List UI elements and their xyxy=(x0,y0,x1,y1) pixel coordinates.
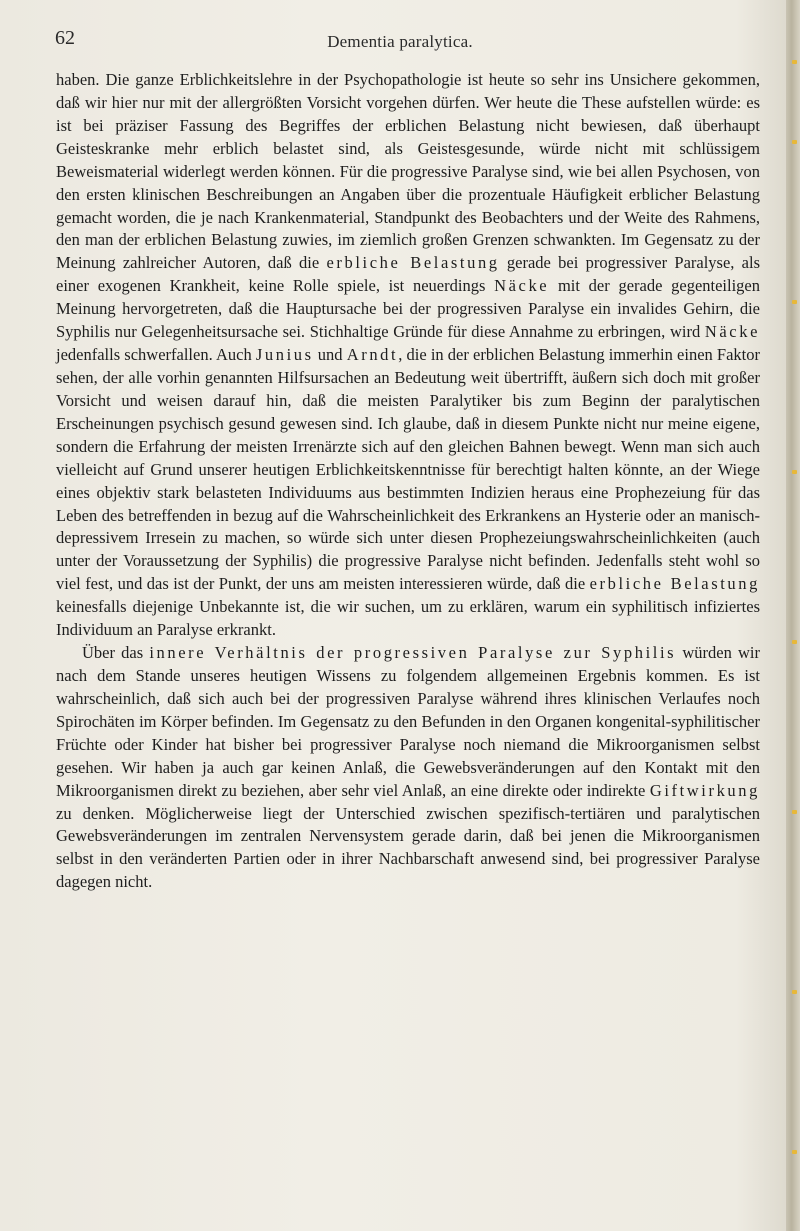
page-edge-marks xyxy=(788,0,798,1231)
paragraph: haben. Die ganze Erblichkeitslehre in der Psychopathologie ist heute so sehr ins Unsichere gekommen, daß wir hier nur mit der allergrößten Vorsicht vorgehen dürfen. Wer heute die These aufstellen würde: es ist bei präziser Fassung des Begriffes der erblichen Belastung nicht bewiesen, daß überhaupt Geisteskranke mehr erblich belastet sind, als Geistesgesunde, würde nicht mit schlüssigem Beweismaterial widerlegt werden können. Für die progressive Paralyse sind, wie bei allen Psychosen, von den ersten klinischen Beschreibungen an Angaben über die prozentuale Häufigkeit erblicher Belastung gemacht worden, die je nach Krankenmaterial, Standpunkt des Beobachters und der Weite des Rahmens, den man der erblichen Belastung zuwies, im ziemlich großen Grenzen schwankten. Im Gegensatz zu der Meinung zahlreicher Autoren, daß die erbliche Belastung gerade bei progressiver Paralyse, als einer exogenen Krankheit, keine Rolle spiele, ist neuerdings Näcke mit der gerade gegenteiligen Meinung hervorgetreten, daß die Hauptursache bei der progressiven Paralyse ein invalides Gehirn, die Syphilis nur Gelegenheitsursache sei. Stichhaltige Gründe für diese Annahme zu erbringen, wird Näcke jedenfalls schwerfallen. Auch Junius und Arndt, die in der erblichen Belastung immerhin einen Faktor sehen, der alle vorhin genannten Hilfsursachen an Bedeutung weit übertrifft, äußern sich doch mit großer Vorsicht und weisen darauf hin, daß die meisten Paralytiker bis zum Beginn der paralytischen Erscheinungen psychisch gesund gewesen sind. Ich glaube, daß in diesem Punkte nicht nur meine eigene, sondern die Erfahrung der meisten Irrenärzte sich auf den gleichen Bahnen bewegt. Wenn man sich auch vielleicht auf Grund unserer heutigen Erblichkeitskenntnisse für berechtigt halten könnte, an der Wiege eines objektiv stark belasteten Individuums aus bestimmten Indizien heraus eine Prophezeiung für das Leben des betreffenden in bezug auf die Wahrscheinlichkeit des Erkrankens an Hysterie oder an manisch-depressivem Irresein zu machen, so würde sich unter diesen Prophezeiungswahrscheinlichkeiten (auch unter der Voraussetzung der Syphilis) die progressive Paralyse nicht befinden. Jedenfalls steht wohl so viel fest, und das ist der Punkt, der uns am meisten interessieren würde, daß die erbliche Belastung keinesfalls diejenige Unbekannte ist, die wir suchen, um zu erklären, warum ein syphilitisch infiziertes Individuum an Paralyse erkrankt. xyxy=(56,70,761,640)
paragraph: Über das innere Verhältnis der progressiven Paralyse zur Syphilis würden wir nach dem Stande unseres heutigen Wissens zu folgendem allgemeinen Ergebnis kommen. Es ist wahrscheinlich, daß sich auch bei der progressiven Paralyse während ihres klinischen Verlaufes noch Spirochäten im Körper befinden. Im Gegensatz zu den Befunden in den Organen kongenital-syphilitischer Früchte oder Kinder hat bisher bei progressiver Paralyse noch niemand die Mikroorganismen selbst gesehen. Wir haben ja auch gar keinen Anlaß, die Gewebsveränderungen auf den Kontakt mit den Mikroorganismen direkt zu beziehen, aber sehr viel Anlaß, an eine direkte oder indirekte Giftwirkung zu denken. Möglicherweise liegt der Unterschied zwischen spezifisch-tertiären und paralytischen Gewebsveränderungen im zentralen Nervensystem gerade darin, daß bei jenen die Mikroorganismen selbst in den veränderten Partien oder in ihrer Nachbarschaft anwesend sind, bei progressiver Paralyse dagegen nicht. xyxy=(56,643,760,892)
running-head: Dementia paralytica. xyxy=(327,32,473,51)
page-number: 62 xyxy=(55,27,75,49)
body-text xyxy=(56,69,760,894)
